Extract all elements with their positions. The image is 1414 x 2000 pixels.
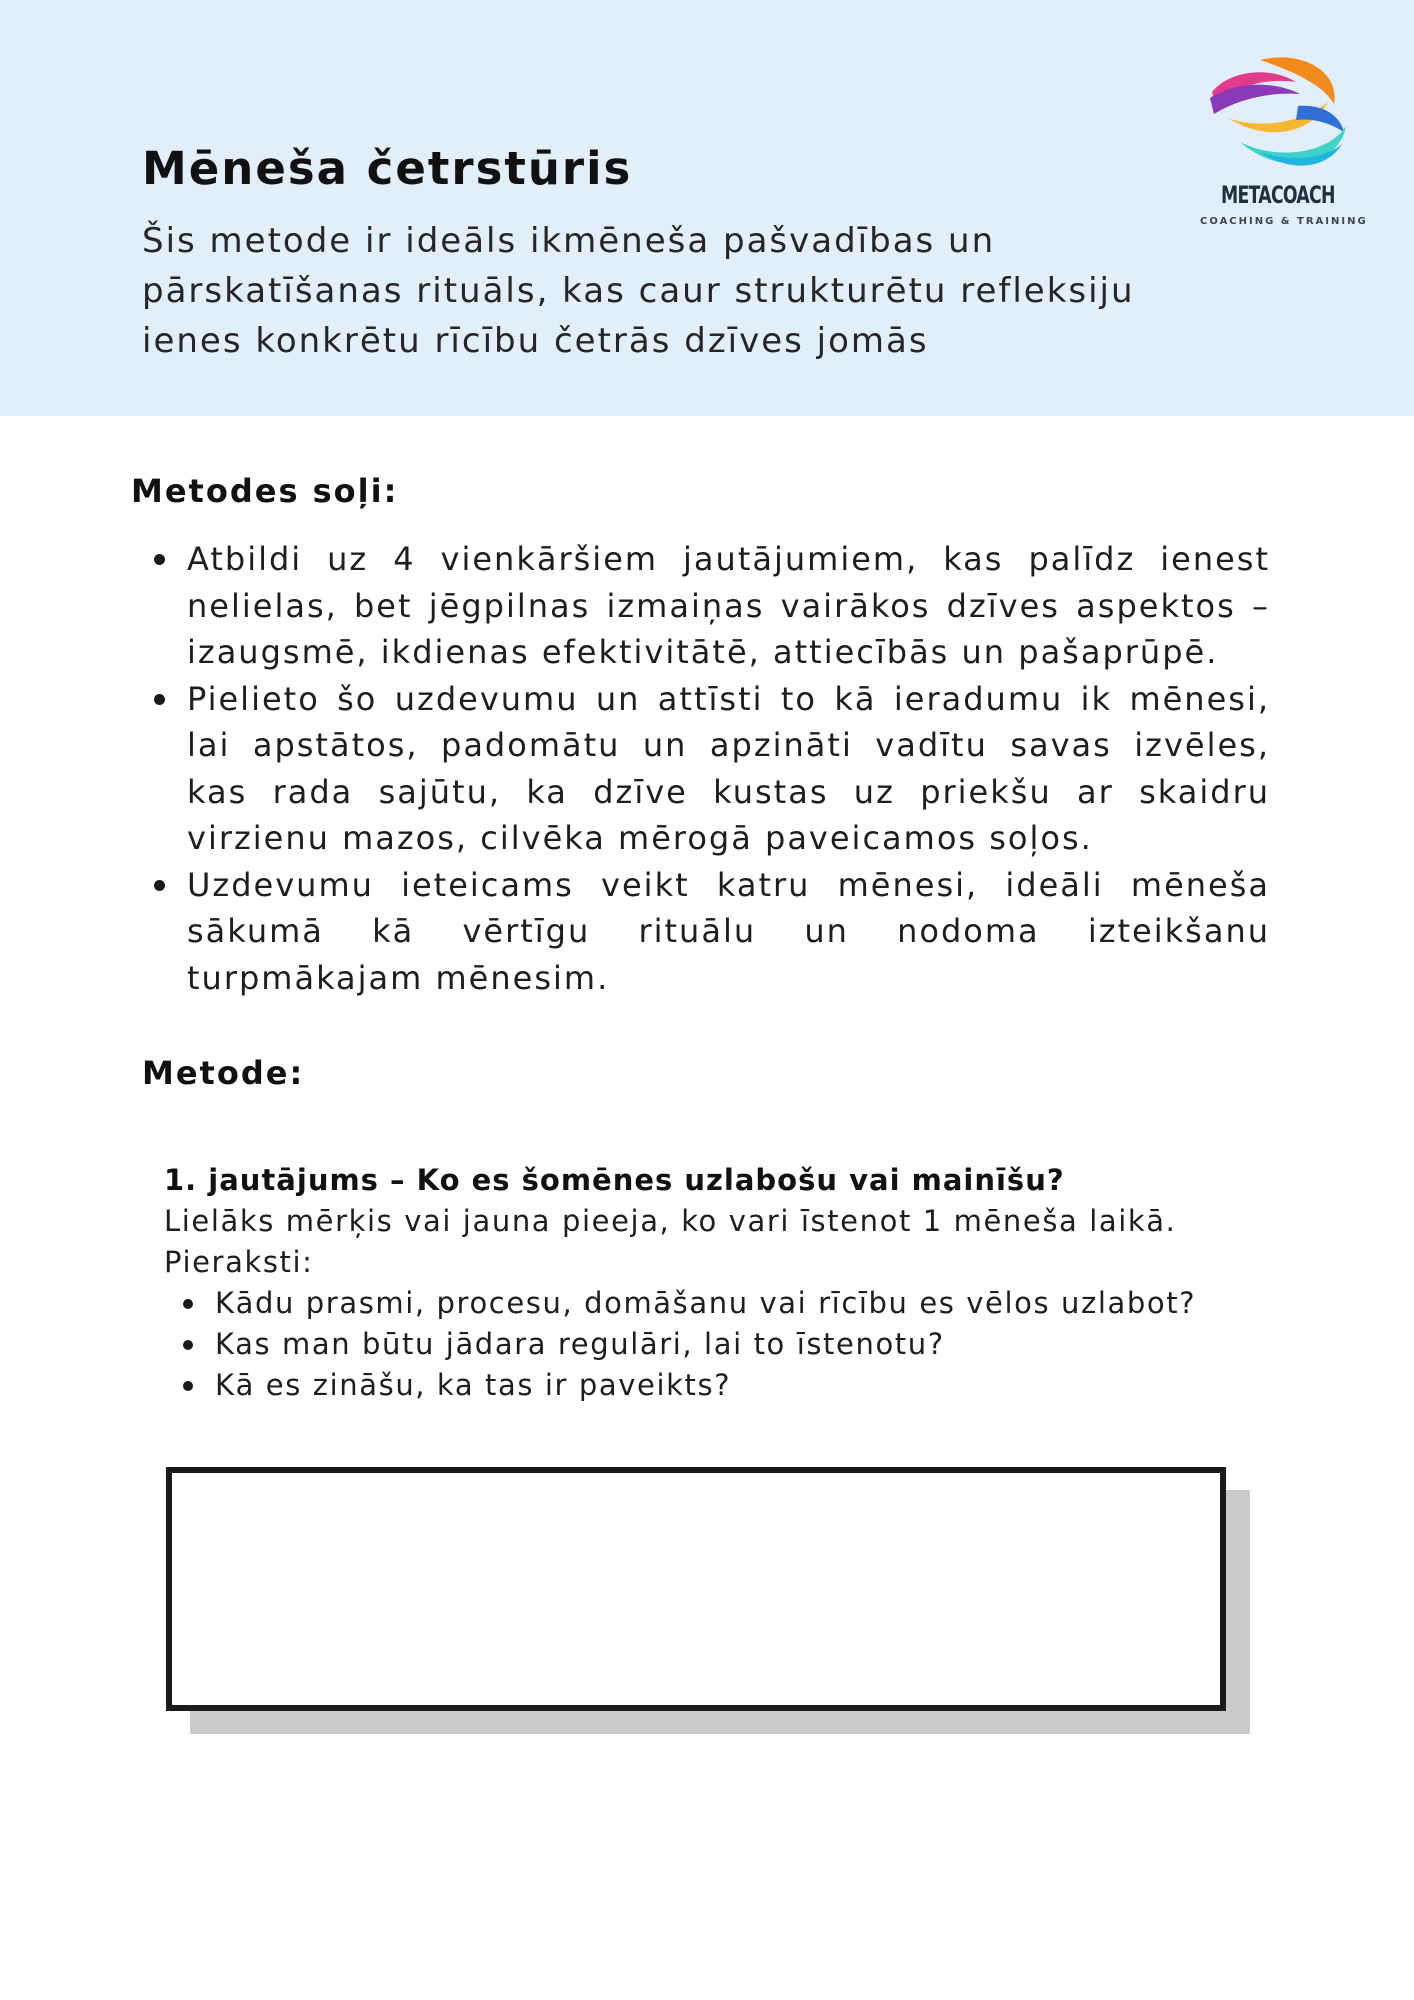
list-item: Atbildi uz 4 vienkāršiem jautājumiem, kas palīdz ienest nelielas, bet jēgpilnas izmaiņas vairākos dzīves aspektos – izaugsmē, ikdienas efektivitātē, attiecībās un pašaprūpē. xyxy=(148,536,1270,676)
list-item: Kādu prasmi, procesu, domāšanu vai rīcību es vēlos uzlabot? xyxy=(164,1283,1264,1324)
list-item: Uzdevumu ieteicams veikt katru mēnesi, ideāli mēneša sākumā kā vērtīgu rituālu un nodoma izteikšanu turpmākajam mēnesim. xyxy=(148,862,1270,1002)
header-banner xyxy=(0,0,1414,416)
steps-list xyxy=(148,536,1270,1001)
question-description: Lielāks mērķis vai jauna pieeja, ko vari īstenot 1 mēneša laikā. xyxy=(164,1204,1177,1238)
question-title: 1. jautājums – Ko es šomēnes uzlabošu vai mainīšu? xyxy=(164,1163,1065,1197)
notes-label: Pieraksti: xyxy=(164,1245,314,1279)
page-subtitle: Šis metode ir ideāls ikmēneša pašvadības un pārskatīšanas rituāls, kas caur strukturētu refleksiju ienes konkrētu rīcību četrās dzīves jomās xyxy=(142,221,1135,361)
page-title: Mēneša četrstūris xyxy=(142,142,633,195)
answer-box[interactable] xyxy=(166,1467,1226,1711)
list-item: Pielieto šo uzdevumu un attīsti to kā ieradumu ik mēnesi, lai apstātos, padomātu un apzināti vadītu savas izvēles, kas rada sajūtu, ka dzīve kustas uz priekšu ar skaidru virzienu mazos, cilvēka mērogā paveicamos soļos. xyxy=(148,676,1270,862)
logo-wordmark: METACOACH xyxy=(1221,181,1335,209)
method-heading: Metode: xyxy=(142,1054,305,1092)
question-block xyxy=(164,1160,1264,1406)
steps-heading: Metodes soļi: xyxy=(131,472,399,510)
logo-tagline: COACHING & TRAINING xyxy=(1200,216,1368,227)
list-item: Kas man būtu jādara regulāri, lai to īstenotu? xyxy=(164,1324,1264,1365)
prompt-list xyxy=(164,1283,1264,1406)
metacoach-logo xyxy=(1200,52,1368,242)
list-item: Kā es zināšu, ka tas ir paveikts? xyxy=(164,1365,1264,1406)
swirl-logo-icon xyxy=(1200,52,1350,180)
logo-swirl-blue xyxy=(1296,106,1344,132)
